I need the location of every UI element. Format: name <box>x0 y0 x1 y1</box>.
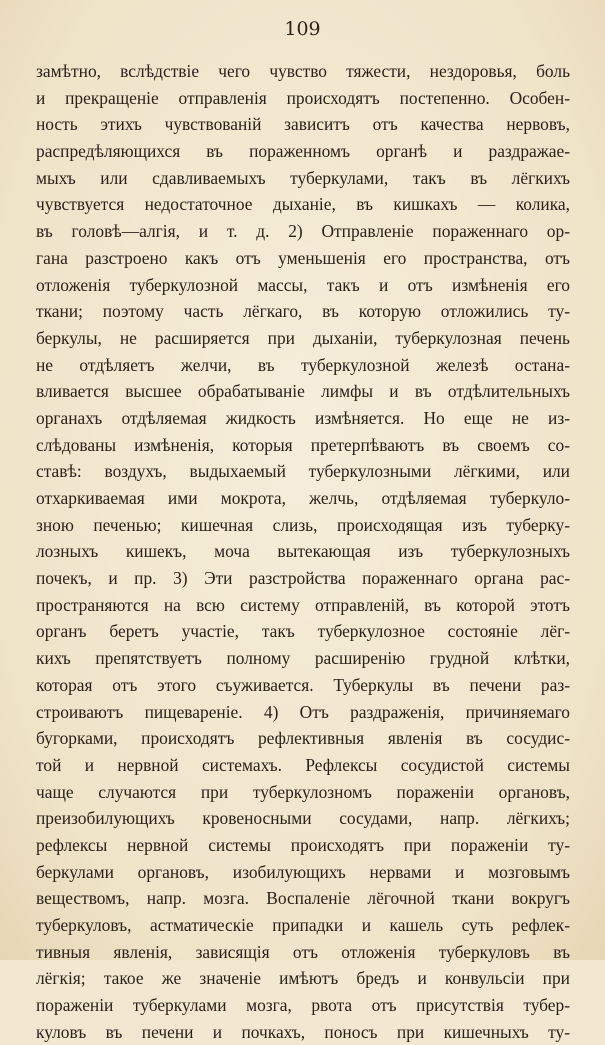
text-line: распредѣляющихся въ пораженномъ органѣ и раздражае- <box>36 141 570 162</box>
text-line: преизобилующихъ кровеносными сосудами, напр. лёгкихъ; <box>36 808 570 829</box>
text-line: ставѣ: воздухъ, выдыхаемый туберкулозными лёгкими, или <box>36 461 570 482</box>
text-line: которая отъ этого съуживается. Туберкулы въ печени раз- <box>36 674 570 695</box>
text-line: туберкуловъ, астматическіе припадки и кашель суть рефлек- <box>36 915 570 935</box>
text-line: органъ беретъ участіе, такъ туберкулозное состояніе лёг- <box>36 621 570 642</box>
text-line: ность этихъ чувствованій зависитъ отъ качества нервовъ, <box>36 114 570 135</box>
page-number: 109 <box>284 18 321 40</box>
text-line: чаще случаются при туберкулозномъ пораженіи органовъ, <box>36 781 570 802</box>
text-line: беркулами органовъ, изобилующихъ нервами и мозговымъ <box>36 861 570 882</box>
text-line: веществомъ, напр. мозга. Воспаленіе лёгочной ткани вокругъ <box>36 888 570 909</box>
text-line: отложенія туберкулозной массы, такъ и отъ измѣненія его <box>36 274 570 295</box>
text-line: лёгкія; такое же значеніе имѣютъ бредъ и конвульсіи при <box>36 968 570 989</box>
body-text <box>36 58 570 1045</box>
text-line: бугорками, происходятъ рефлективныя явленія въ сосудис- <box>36 728 570 749</box>
text-line: ткани; поэтому часть лёгкаго, въ которую отложились ту- <box>36 301 570 322</box>
text-line: органахъ отдѣляемая жидкость измѣняется. Но еще не из- <box>36 407 570 428</box>
text-line: беркулы, не расширяется при дыханіи, туберкулозная печень <box>36 327 570 348</box>
text-line: рефлексы нервной системы происходятъ при пораженіи ту- <box>36 834 570 855</box>
text-line: замѣтно, вслѣдствіе чего чувство тяжести, нездоровья, боль <box>36 61 570 81</box>
text-line: зною печенью; кишечная слизь, происходящая изъ туберку- <box>36 514 570 535</box>
text-line: гана разстроено какъ отъ уменьшенія его пространства, отъ <box>36 247 570 268</box>
text-line: и прекращеніе отправленія происходятъ постепенно. Особен- <box>36 87 570 108</box>
text-line: не отдѣляетъ желчи, въ туберкулозной железѣ остана- <box>36 354 570 375</box>
text-line: чувствуется недостаточное дыханіе, въ кишкахъ — колика, <box>36 194 570 215</box>
text-line: лозныхъ кишекъ, моча вытекающая изъ туберкулозныхъ <box>36 541 570 562</box>
text-line: мыхъ или сдавливаемыхъ туберкулами, такъ въ лёгкихъ <box>36 167 570 188</box>
text-line: пораженіи туберкулами мозга, рвота отъ присутствія тубер- <box>36 995 570 1016</box>
text-line: почекъ, и пр. 3) Эти разстройства пораженнаго органа рас- <box>36 568 570 589</box>
text-line: куловъ въ печени и почкахъ, поносъ при кишечныхъ ту- <box>36 1021 570 1042</box>
text-line: отхаркиваемая ими мокрота, желчь, отдѣляемая туберкуло- <box>36 488 570 508</box>
text-line: въ головѣ—алгія, и т. д. 2) Отправленіе пораженнаго ор- <box>36 221 570 242</box>
text-line: строиваютъ пищевареніе. 4) Отъ раздраженія, причиняемаго <box>36 701 570 722</box>
text-line: тивныя явленія, зависящія отъ отложенія туберкуловъ въ <box>36 941 570 962</box>
text-line: слѣдованы измѣненія, которыя претерпѣваютъ въ своемъ со- <box>36 434 570 455</box>
text-line: той и нервной системахъ. Рефлексы сосудистой системы <box>36 754 570 775</box>
text-line: вливается высшее обрабатываніе лимфы и въ отдѣлительныхъ <box>36 381 570 402</box>
text-line: пространяются на всю систему отправленій, въ которой этотъ <box>36 594 570 615</box>
text-line: кихъ препятствуетъ полному расширенію грудной клѣтки, <box>36 648 570 669</box>
